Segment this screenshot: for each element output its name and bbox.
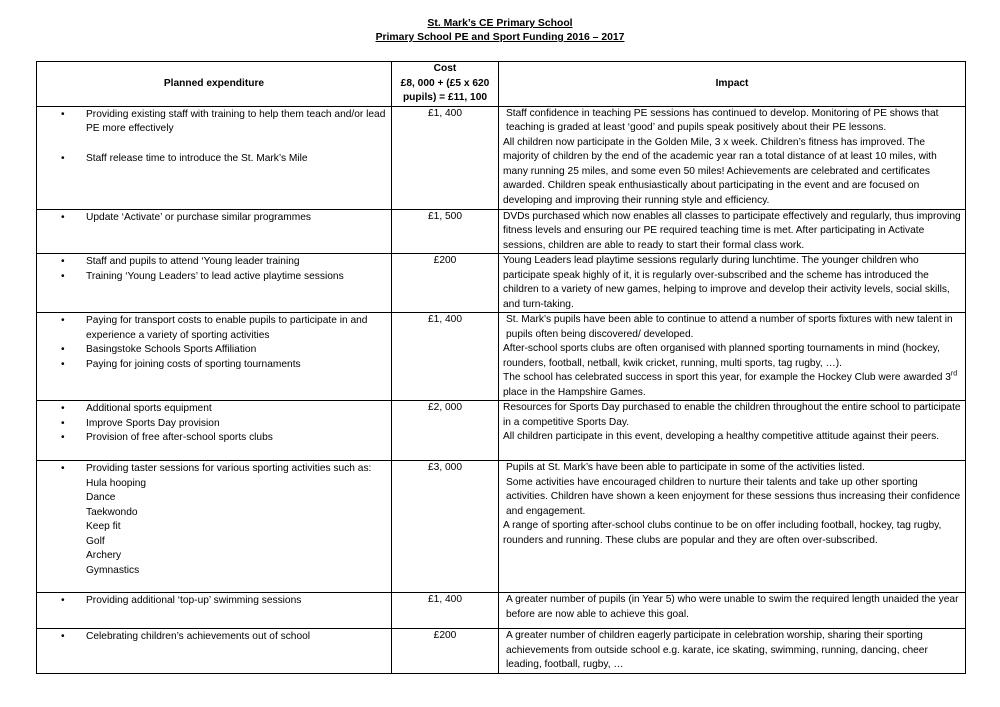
table-row: [37, 401, 966, 461]
expenditure-cell: [37, 401, 392, 461]
table-row: [37, 629, 966, 674]
cost-cell: £200: [392, 629, 499, 674]
list-item: • Staff release time to introduce the St. Mark’s Mile: [61, 152, 308, 164]
list-item: • Basingstoke Schools Sports Affiliation: [61, 344, 257, 355]
expenditure-cell: [37, 593, 392, 629]
table-row: [37, 313, 966, 401]
list-item: Hula hooping: [86, 477, 147, 489]
table-row: [37, 254, 966, 313]
table-row: [37, 461, 966, 593]
table-row: [37, 106, 966, 209]
list-item: • Training ‘Young Leaders’ to lead active playtime sessions: [61, 270, 344, 282]
list-item: • Providing existing staff with training to help them teach and/or lead PE more effectively: [61, 108, 386, 134]
document-header: [0, 17, 1000, 45]
activity-list: [41, 477, 387, 579]
expenditure-cell: [37, 106, 392, 209]
expenditure-cell: [37, 629, 392, 674]
list-item: Keep fit: [86, 521, 121, 532]
header-cost: Cost £8, 000 + (£5 x 620 pupils) = £11, 100: [392, 62, 499, 107]
funding-table: [36, 61, 966, 674]
impact-cell: DVDs purchased which now enables all classes to participate effectively and regularly, thus improving fitness levels and ensuring our PE required teaching time is met. After participating in Activate sessions, children are able to ready to start their formal class work.: [499, 209, 966, 254]
impact-cell: Pupils at St. Mark’s have been able to participate in some of the activities listed. Some activities have encouraged children to nurture their talents and take up other sporting activities. Children have shown a keen enjoyment for these sessions thus increasing their confidence and engagement. A range of sporting after-school clubs continue to be on offer including football, hockey, tag rugby, rounders and running. These clubs are popular and they are often over-subscribed.: [499, 461, 966, 593]
list-item: Archery: [86, 550, 122, 561]
table-row: [37, 209, 966, 254]
cost-cell: £200: [392, 254, 499, 313]
header-row: [37, 62, 966, 107]
list-item: • Provision of free after-school sports clubs: [61, 432, 273, 443]
header-impact: Impact: [499, 62, 966, 107]
list-item: • Update ‘Activate’ or purchase similar programmes: [61, 211, 311, 223]
cost-cell: £2, 000: [392, 401, 499, 461]
list-item: • Additional sports equipment: [61, 403, 212, 414]
cost-cell: £1, 500: [392, 209, 499, 254]
cost-cell: £1, 400: [392, 593, 499, 629]
impact-cell: Young Leaders lead playtime sessions regularly during lunchtime. The younger children who participate speak highly of it, it is regularly over-subscribed and the scheme has introduced the children to a variety of new games, helping to improve and develop their activity levels, social skills, and turn-taking.: [499, 254, 966, 313]
expenditure-cell: [37, 461, 392, 593]
list-item: • Providing taster sessions for various sporting activities such as:: [61, 463, 372, 474]
cost-cell: £1, 400: [392, 313, 499, 401]
list-item: • Staff and pupils to attend ‘Young leader training: [61, 256, 300, 267]
list-item: • Paying for joining costs of sporting tournaments: [61, 358, 301, 370]
list-item: • Improve Sports Day provision: [61, 417, 220, 429]
expenditure-cell: [37, 313, 392, 401]
cost-cell: £1, 400: [392, 106, 499, 209]
impact-cell: A greater number of pupils (in Year 5) who were unable to swim the required length unaided the year before are now able to achieve this goal.: [499, 593, 966, 629]
list-item: • Celebrating children’s achievements out of school: [61, 631, 311, 642]
list-item: • Providing additional ‘top-up’ swimming sessions: [61, 595, 302, 606]
impact-cell: A greater number of children eagerly participate in celebration worship, sharing their sporting achievements from outside school e.g. karate, ice skating, swimming, running, dancing, cheer leading, football, rugby, …: [499, 629, 966, 674]
school-name: St. Mark’s CE Primary School: [427, 18, 573, 29]
impact-cell: St. Mark’s pupils have been able to continue to attend a number of sports fixtures with new talent in pupils often being discovered/ developed. After-school sports clubs are often organised with planned sporting tournaments in mind (hockey, rounders, football, netball, kwik cricket, running, multi sports, tag rugby, …). The school has celebrated success in sport this year, for example the Hockey Club were awarded 3rd place in the Hampshire Games.: [499, 313, 966, 401]
table-row: [37, 593, 966, 629]
list-item: Golf: [86, 535, 105, 547]
header-planned-expenditure: Planned expenditure: [37, 62, 392, 107]
list-item: Dance: [86, 492, 116, 503]
list-item: Taekwondo: [86, 506, 138, 518]
cost-cell: £3, 000: [392, 461, 499, 593]
impact-cell: Resources for Sports Day purchased to enable the children throughout the entire school to participate in a competitive Sports Day. All children participate in this event, developing a healthy competitive attitude against their peers.: [499, 401, 966, 461]
expenditure-cell: [37, 209, 392, 254]
list-item: Gymnastics: [86, 564, 140, 576]
expenditure-cell: [37, 254, 392, 313]
impact-cell: Staff confidence in teaching PE sessions has continued to develop. Monitoring of PE shows that teaching is graded at least ‘good’ and pupils speak positively about their PE lessons. All children now participate in the Golden Mile, 3 x week. Children’s fitness has improved. The majority of children by the end of the academic year ran a total distance of at least 10 miles, with many running 25 miles, and some even 50 miles! Achievements are celebrated and certificates awarded. Children speak enthusiastically about participating in the event and are focused on developing and improving their running style and efficiency.: [499, 106, 966, 209]
list-item: • Paying for transport costs to enable pupils to participate in and experience a variety of sporting activities: [61, 315, 368, 341]
document-title: Primary School PE and Sport Funding 2016 – 2017: [375, 32, 625, 43]
